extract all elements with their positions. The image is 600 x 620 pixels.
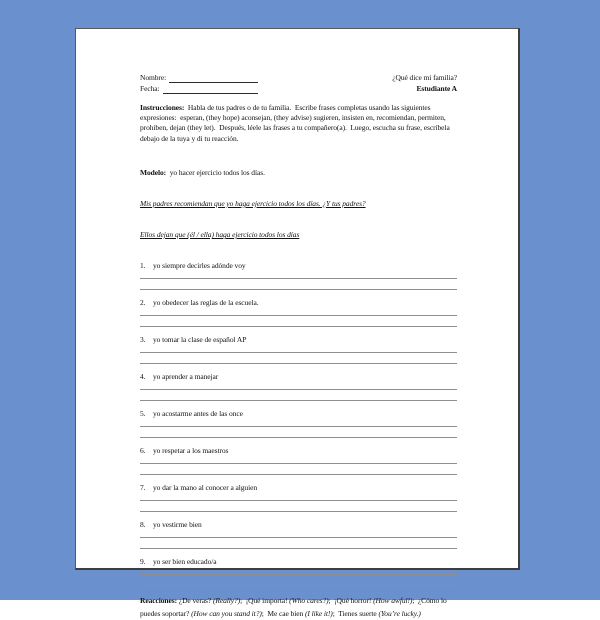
model-example-1: Mis padres recomiendan que yo haga ejercicio todos los días. ¿Y tus padres? — [140, 198, 366, 208]
item-number: 7. — [140, 483, 146, 493]
model-prompt-row — [140, 168, 457, 178]
answer-line — [140, 548, 457, 549]
item-text-row — [140, 298, 457, 308]
item-text-row — [140, 261, 457, 271]
reactions-text — [140, 596, 448, 618]
answer-line — [140, 278, 457, 279]
item-prompt: yo aprender a manejar — [153, 372, 219, 382]
reaction-phrase: ; ¡Qué horror! — [328, 596, 374, 606]
reaction-phrase: ; ¿Cómo lo puedes soportar? — [140, 596, 449, 619]
answer-line — [140, 474, 457, 475]
item-number: 5. — [140, 409, 146, 419]
item-number: 2. — [140, 298, 146, 308]
reaction-translation: (Who cares?) — [289, 596, 329, 606]
item-prompt: yo acostarme antes de las once — [153, 409, 243, 419]
worksheet-item — [140, 335, 457, 364]
item-text-row — [140, 557, 457, 567]
answer-line — [140, 437, 457, 438]
reaction-translation: (How awful!) — [373, 596, 413, 606]
model-example-2: Ellos dejan que (él / ella) haga ejercicio todos los días — [140, 230, 300, 240]
worksheet-title-block — [392, 72, 457, 94]
item-number: 9. — [140, 557, 146, 567]
worksheet-item — [140, 372, 457, 401]
worksheet-item — [140, 298, 457, 327]
student-fields — [140, 72, 258, 94]
item-number: 8. — [140, 520, 146, 530]
date-field-blank — [163, 84, 258, 94]
answer-line — [140, 500, 457, 501]
item-text-row — [140, 520, 457, 530]
item-number: 6. — [140, 446, 146, 456]
instructions-text: Habla de tus padres o de tu familia. Escribe frases completas usando las siguientes expresiones: esperan, (they hope) aconsejan, (they advise) sugieren, insisten en, recomiendan, permiten, prohiben, dejan (they let). Después, léele las frases a tu compañero(a). Luego, escucha su frase, escríbela debajo de la tuya y di tu reacción. — [140, 103, 452, 143]
item-prompt: yo respetar a los maestros — [153, 446, 229, 456]
worksheet-item — [140, 483, 457, 512]
name-field-row — [140, 72, 258, 83]
item-prompt: yo vestirme bien — [153, 520, 202, 530]
model-label: Modelo: — [140, 167, 167, 177]
answer-line — [140, 326, 457, 327]
date-field-label: Fecha: — [140, 84, 160, 93]
item-prompt: yo tomar la clase de español AP — [153, 335, 247, 345]
reaction-translation: (How can you stand it?) — [191, 609, 262, 619]
reaction-translation: (I like it!) — [304, 609, 333, 619]
item-number: 4. — [140, 372, 146, 382]
reaction-phrase: ; Tienes suerte — [332, 609, 379, 619]
answer-line — [140, 585, 457, 586]
answer-line — [140, 289, 457, 290]
answer-line — [140, 574, 457, 575]
worksheet-header — [140, 72, 457, 94]
name-field-label: Nombre: — [140, 73, 167, 82]
worksheet-item — [140, 261, 457, 290]
item-text-row — [140, 446, 457, 456]
item-text-row — [140, 409, 457, 419]
answer-line — [140, 463, 457, 464]
instructions-paragraph — [140, 103, 457, 144]
item-text-row — [140, 372, 457, 382]
item-text-row — [140, 483, 457, 493]
item-number: 1. — [140, 261, 146, 271]
worksheet-title: ¿Qué dice mi familia? — [392, 73, 457, 82]
item-prompt: yo obedecer las reglas de la escuela. — [153, 298, 259, 308]
reactions-label: Reacciones: — [140, 596, 178, 606]
answer-line — [140, 537, 457, 538]
item-text-row — [140, 335, 457, 345]
model-block — [140, 147, 457, 261]
name-field-blank — [169, 73, 258, 83]
worksheet-item — [140, 409, 457, 438]
student-role-label: Estudiante A — [416, 84, 457, 93]
item-prompt: yo ser bien educado/a — [153, 557, 217, 567]
instructions-label: Instrucciones: — [140, 103, 185, 112]
worksheet-paper — [75, 28, 520, 619]
item-prompt: yo dar la mano al conocer a alguien — [153, 483, 258, 493]
model-prompt: yo hacer ejercicio todos los días. — [166, 167, 265, 177]
answer-line — [140, 400, 457, 401]
reaction-phrase: ¿De veras? — [177, 596, 213, 606]
reaction-phrase: ; Me cae bien — [261, 609, 305, 619]
worksheet-item — [140, 520, 457, 549]
reaction-phrase: ; ¡Qué importa! — [240, 596, 290, 606]
worksheet-item — [140, 557, 457, 586]
answer-line — [140, 352, 457, 353]
reaction-translation: (You’re lucky.) — [378, 609, 421, 619]
answer-line — [140, 426, 457, 427]
answer-line — [140, 389, 457, 390]
reaction-translation: (Really?) — [212, 596, 241, 606]
worksheet-item — [140, 446, 457, 475]
items-list — [140, 261, 457, 586]
date-field-row — [140, 83, 258, 94]
reactions-paragraph — [140, 594, 457, 620]
answer-line — [140, 315, 457, 316]
answer-line — [140, 363, 457, 364]
item-prompt: yo siempre decirles adónde voy — [153, 261, 246, 271]
answer-line — [140, 511, 457, 512]
item-number: 3. — [140, 335, 146, 345]
